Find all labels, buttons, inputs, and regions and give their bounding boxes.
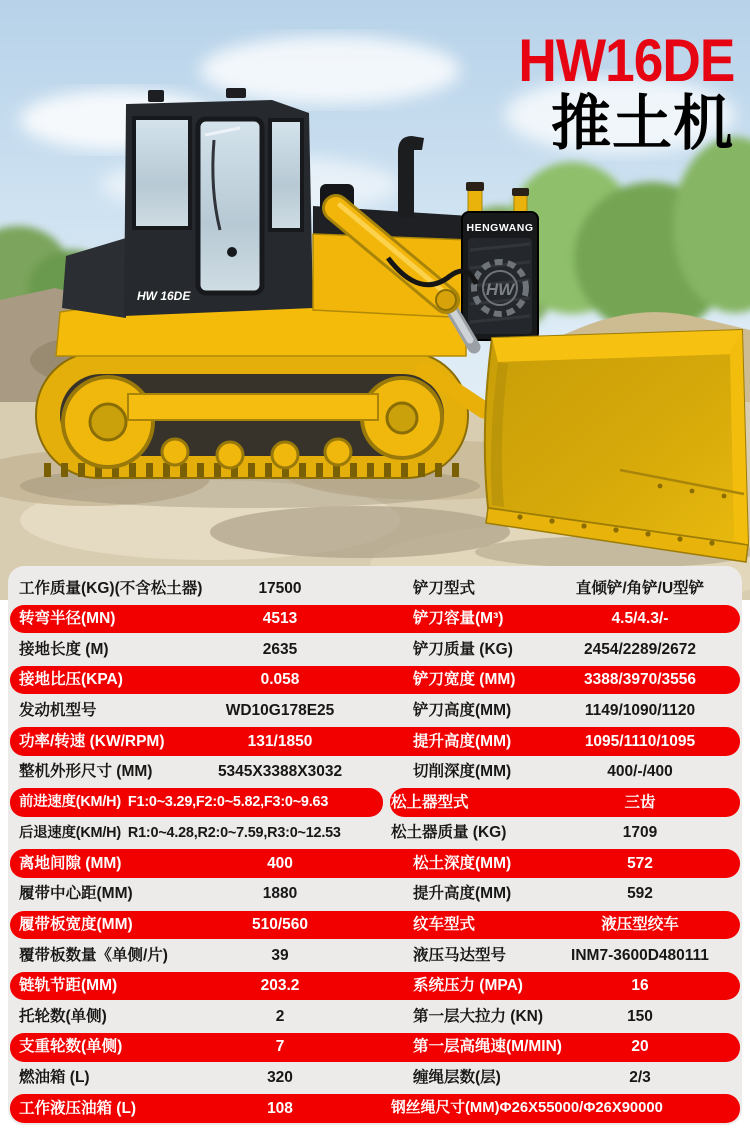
spec-row	[10, 757, 740, 788]
spec-row	[10, 940, 740, 971]
hero-title	[507, 25, 734, 157]
spec-cell: 2635	[262, 640, 298, 658]
spec-cell: 铲刀容量(M³)	[413, 610, 504, 628]
spec-cell: 第一层大拉力 (KN)	[413, 1007, 544, 1025]
spec-cell: WD10G178E25	[225, 701, 335, 719]
spec-cell: 400/-/400	[607, 763, 673, 781]
spec-cell: 铲刀型式	[413, 579, 476, 597]
spec-cell: 托轮数(单侧)	[19, 1007, 107, 1025]
spec-rows	[10, 573, 740, 1124]
spec-cell: 39	[271, 946, 289, 964]
spec-cell: 203.2	[260, 977, 300, 995]
spec-cell: 4513	[262, 610, 298, 628]
spec-row	[10, 818, 740, 849]
spec-cell: 链轨节距(MM)	[19, 977, 118, 995]
spec-cell: 5345X3388X3032	[217, 763, 343, 781]
spec-cell: 履带板宽度(MM)	[19, 916, 133, 934]
spec-cell: 松土深度(MM)	[413, 854, 512, 872]
spec-cell: 铲刀宽度 (MM)	[413, 671, 516, 689]
spec-cell: 接地长度 (M)	[19, 640, 109, 658]
spec-cell: 铲刀质量 (KG)	[413, 640, 513, 658]
spec-cell: 510/560	[251, 916, 309, 934]
model-name: HW16DE	[517, 25, 734, 94]
spec-cell: 1709	[622, 824, 658, 842]
spec-cell: 320	[267, 1069, 293, 1087]
spec-cell: 1149/1090/1120	[584, 701, 696, 719]
spec-cell: 发动机型号	[19, 701, 97, 719]
spec-cell: 三齿	[624, 793, 656, 811]
spec-cell: 0.058	[260, 671, 300, 689]
spec-cell: 直倾铲/角铲/U型铲	[575, 579, 705, 597]
spec-cell: 履带中心距(MM)	[19, 885, 133, 903]
spec-row	[10, 573, 740, 604]
spec-cell: 燃油箱 (L)	[19, 1069, 90, 1087]
spec-cell: 提升高度(MM)	[413, 885, 512, 903]
spec-row	[10, 1032, 740, 1063]
spec-cell: 接地比压(KPA)	[19, 671, 123, 689]
spec-row	[10, 787, 740, 818]
spec-cell: 572	[627, 854, 653, 872]
spec-row	[10, 1093, 740, 1124]
spec-cell: 液压马达型号	[413, 946, 507, 964]
grille-brand-text: HENGWANG	[466, 222, 534, 234]
spec-cell: 4.5/4.3/-	[611, 610, 669, 628]
spec-cell: 2	[275, 1007, 285, 1025]
spec-cell: 钢丝绳尺寸(MM)Φ26X55000/Φ26X90000	[391, 1099, 663, 1116]
spec-cell: 16	[631, 977, 649, 995]
spec-cell: 松土器质量 (KG)	[391, 824, 507, 842]
spec-cell: 松上器型式	[391, 793, 469, 811]
spec-cell: 支重轮数(单侧)	[19, 1038, 123, 1056]
spec-row	[10, 665, 740, 696]
spec-cell: 2454/2289/2672	[583, 640, 697, 658]
spec-cell: 20	[631, 1038, 649, 1056]
spec-cell: 2/3	[629, 1069, 651, 1087]
spec-row	[10, 695, 740, 726]
cab-badge-text: HW 16DE	[137, 289, 191, 303]
track-assembly	[36, 352, 468, 478]
spec-cell: 后退速度(KM/H) R1:0~4.28,R2:0~7.59,R3:0~12.53	[19, 824, 341, 841]
product-name: 推土机	[551, 90, 734, 157]
spec-cell: 592	[627, 885, 653, 903]
spec-cell: 系统压力 (MPA)	[413, 977, 523, 995]
spec-cell: 第一层高绳速(M/MIN)	[413, 1038, 562, 1056]
spec-cell: 150	[627, 1007, 653, 1025]
spec-cell: 整机外形尺寸 (MM)	[19, 763, 153, 781]
spec-cell: 131/1850	[247, 732, 313, 750]
spec-row	[10, 726, 740, 757]
spec-row	[10, 604, 740, 635]
logo-hw-text: HW	[485, 280, 515, 299]
blade	[485, 330, 748, 562]
spec-cell: 1095/1110/1095	[584, 732, 696, 750]
cab	[124, 88, 313, 316]
spec-row	[10, 971, 740, 1002]
spec-table-panel	[8, 566, 742, 1125]
spec-cell: 纹车型式	[413, 916, 476, 934]
spec-cell: INM7-3600D480111	[571, 946, 709, 964]
spec-row	[10, 634, 740, 665]
spec-cell: 108	[267, 1099, 293, 1117]
spec-cell: 液压型绞车	[601, 916, 679, 934]
spec-cell: 1880	[262, 885, 298, 903]
spec-cell: 7	[275, 1038, 285, 1056]
spec-row	[10, 910, 740, 941]
spec-row	[10, 879, 740, 910]
spec-row	[10, 1063, 740, 1094]
spec-cell: 工作质量(KG)(不含松土器)	[19, 579, 203, 597]
spec-cell: 离地间隙 (MM)	[19, 854, 122, 872]
spec-cell: 覆带板数量《单侧/片)	[19, 946, 168, 964]
spec-cell: 400	[267, 854, 293, 872]
spec-cell: 转弯半径(MN)	[19, 610, 116, 628]
spec-row	[10, 1001, 740, 1032]
spec-cell: 铲刀高度(MM)	[413, 701, 512, 719]
spec-cell: 3388/3970/3556	[583, 671, 697, 689]
spec-cell: 前进速度(KM/H) F1:0~3.29,F2:0~5.82,F3:0~9.63	[19, 794, 329, 811]
spec-cell: 功率/转速 (KW/RPM)	[19, 732, 165, 750]
spec-cell: 切削深度(MM)	[413, 763, 512, 781]
spec-cell: 提升高度(MM)	[413, 732, 512, 750]
spec-cell: 工作液压油箱 (L)	[19, 1099, 137, 1117]
spec-cell: 17500	[258, 579, 302, 597]
spec-cell: 缠绳层数(层)	[413, 1069, 501, 1087]
spec-row	[10, 848, 740, 879]
